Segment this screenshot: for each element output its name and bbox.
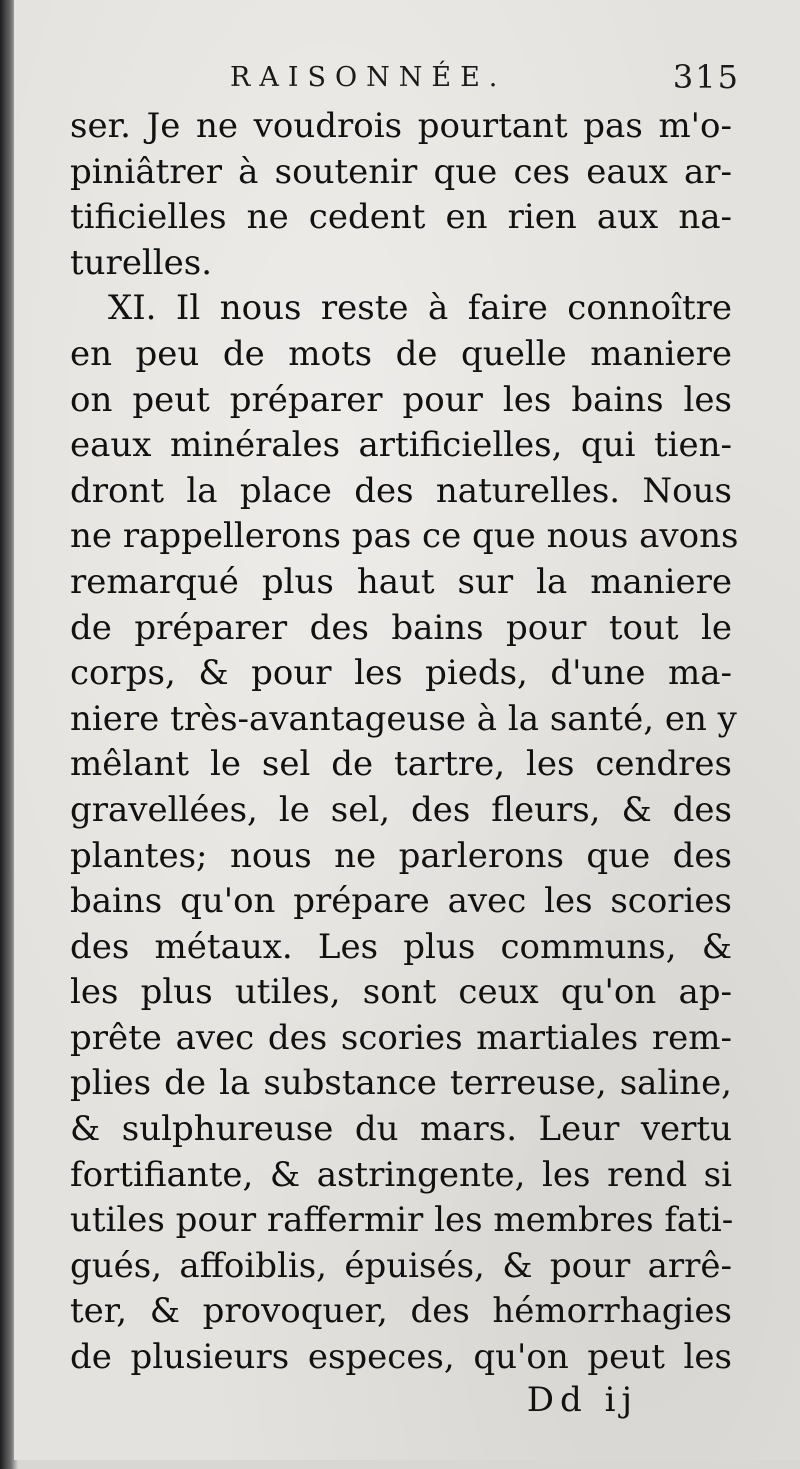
text-line: de plusieurs especes, qu'on peut les: [70, 1337, 732, 1378]
text-line: niere très-avantageuse à la santé, en y: [70, 698, 737, 739]
text-line: & sulphureuse du mars. Leur vertu: [70, 1109, 732, 1150]
text-line: corps, & pour les pieds, d'une ma-: [70, 653, 732, 694]
text-line: fortifiante, & astringente, les rend si: [70, 1154, 732, 1195]
text-line: utiles pour raffermir les membres fati-: [70, 1200, 734, 1241]
body-text: [70, 104, 739, 1381]
text-line: les plus utiles, sont ceux qu'on ap-: [70, 972, 732, 1013]
text-line: ter, & provoquer, des hémorrhagies: [70, 1291, 732, 1332]
paragraph-start-line: XI. Il nous reste à faire connoître: [108, 288, 732, 329]
text-line: ser. Je ne voudrois pourtant pas m'o-: [70, 106, 732, 146]
text-line: prête avec des scories martiales rem-: [70, 1017, 732, 1058]
text-line: des métaux. Les plus communs, &: [70, 926, 732, 967]
text-line: remarqué plus haut sur la maniere: [70, 561, 732, 602]
text-line: eaux minérales artificielles, qui tien-: [70, 425, 732, 466]
text-line: gués, affoiblis, épuisés, & pour arrê-: [70, 1245, 732, 1286]
text-line: ne rappellerons pas ce que nous avons: [70, 516, 739, 557]
text-line: on peut préparer pour les bains les: [70, 379, 732, 420]
running-head: RAISONNÉE.: [230, 62, 507, 93]
page-number: 315: [672, 58, 740, 96]
text-line: tificielles ne cedent en rien aux na-: [70, 197, 732, 238]
text-line: dront la place des naturelles. Nous: [70, 470, 732, 511]
text-line: mêlant le sel de tartre, les cendres: [70, 744, 732, 785]
page-header: [70, 52, 740, 108]
text-line: en peu de mots de quelle maniere: [70, 333, 732, 374]
text-line: plantes; nous ne parlerons que des: [70, 835, 732, 876]
text-line: piniâtrer à soutenir que ces eaux ar-: [70, 151, 732, 192]
text-line: turelles.: [70, 242, 213, 283]
text-line: plies de la substance terreuse, saline,: [70, 1063, 732, 1104]
text-line: bains qu'on prépare avec les scories: [70, 881, 732, 922]
text-line: gravellées, le sel, des fleurs, & des: [70, 789, 732, 830]
text-line: de préparer des bains pour tout le: [70, 607, 732, 648]
catchword-signature: Dd ij: [526, 1380, 638, 1420]
